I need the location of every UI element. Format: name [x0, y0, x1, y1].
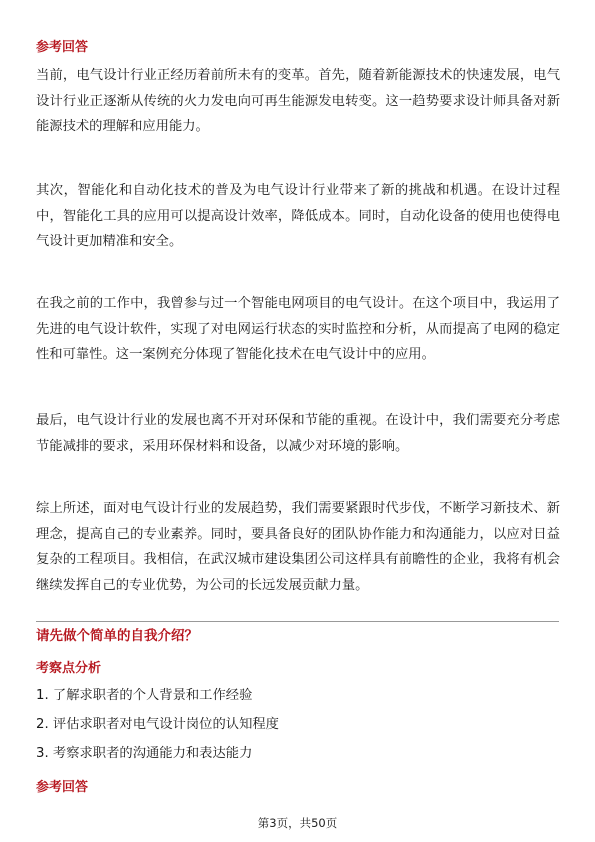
paragraph-2: 其次，智能化和自动化技术的普及为电气设计行业带来了新的挑战和机遇。在设计过程中，智能化工具的应用可以提高设计效率，降低成本。同时，自动化设备的使用也使得电气设计更加精准和安全。	[36, 183, 560, 249]
answer-heading: 参考回答	[36, 40, 89, 55]
answer-heading-2: 参考回答	[36, 780, 89, 795]
paragraph-3: 在我之前的工作中，我曾参与过一个智能电网项目的电气设计。在这个项目中，我运用了先进的电气设计软件，实现了对电网运行状态的实时监控和分析，从而提高了电网的稳定性和可靠性。这一案例充分体现了智能化技术在电气设计中的应用。	[36, 296, 560, 362]
analysis-heading: 考察点分析	[36, 661, 102, 676]
page-footer: 第3页，共50页	[257, 816, 338, 830]
paragraph-4: 最后，电气设计行业的发展也离不开对环保和节能的重视。在设计中，我们需要充分考虑节能减排的要求，采用环保材料和设备，以减少对环境的影响。	[36, 413, 560, 454]
question-title: 请先做个简单的自我介绍？	[36, 628, 198, 644]
analysis-item-2: 2. 评估求职者对电气设计岗位的认知程度	[36, 717, 279, 732]
section-divider	[36, 621, 559, 622]
paragraph-1: 当前，电气设计行业正经历着前所未有的变革。首先，随着新能源技术的快速发展，电气设计行业正逐渐从传统的火力发电向可再生能源发电转变。这一趋势要求设计师具备对新能源技术的理解和应用能力。	[36, 68, 560, 134]
analysis-item-3: 3. 考察求职者的沟通能力和表达能力	[36, 746, 253, 761]
paragraph-5: 综上所述，面对电气设计行业的发展趋势，我们需要紧跟时代步伐，不断学习新技术、新理念，提高自己的专业素养。同时，要具备良好的团队协作能力和沟通能力，以应对日益复杂的工程项目。我相信，在武汉城市建设集团公司这样具有前瞻性的企业，我将有机会继续发挥自己的专业优势，为公司的长远发展贡献力量。	[36, 501, 560, 593]
analysis-item-1: 1. 了解求职者的个人背景和工作经验	[36, 688, 253, 703]
